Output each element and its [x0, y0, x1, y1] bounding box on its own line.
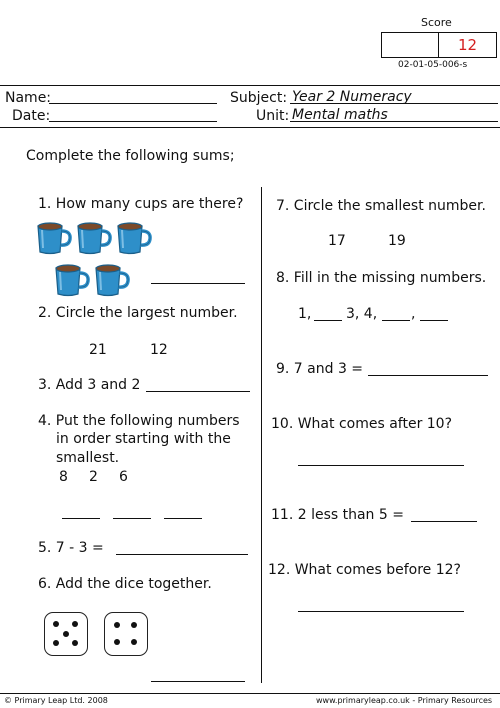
answer-line-8a[interactable]	[314, 320, 342, 321]
q8-seq-3: ,	[411, 306, 416, 322]
question-2: 2. Circle the largest number.	[38, 305, 238, 321]
q4-number: 2	[89, 469, 98, 485]
cup-icon	[114, 220, 154, 256]
question-3: 3. Add 3 and 2	[38, 377, 141, 393]
answer-line-4a[interactable]	[62, 518, 100, 519]
footer-website: www.primaryleap.co.uk - Primary Resources	[316, 696, 493, 705]
question-9: 9. 7 and 3 =	[276, 361, 364, 377]
cup-icon	[74, 220, 114, 256]
answer-line-8b[interactable]	[382, 320, 410, 321]
cup-icon	[52, 262, 92, 298]
subject-underline	[290, 103, 498, 104]
instruction-text: Complete the following sums;	[26, 148, 235, 164]
footer-copyright: © Primary Leap Ltd. 2008	[4, 696, 108, 705]
column-divider	[261, 187, 262, 683]
footer-rule	[0, 693, 500, 694]
subject-value: Year 2 Numeracy	[292, 89, 412, 105]
date-field[interactable]	[49, 121, 217, 122]
q4-number: 6	[119, 469, 128, 485]
q7-number-b[interactable]: 19	[388, 233, 406, 249]
question-4-line-2: in order starting with the	[56, 431, 231, 447]
question-4-line-3: smallest.	[56, 450, 120, 466]
question-4-line-1: 4. Put the following numbers	[38, 413, 240, 429]
q2-number-b[interactable]: 12	[150, 342, 168, 358]
unit-label: Unit:	[256, 108, 290, 124]
q8-seq-2: 3, 4,	[346, 306, 378, 322]
unit-underline	[290, 121, 498, 122]
question-5: 5. 7 - 3 =	[38, 540, 104, 556]
score-label: Score	[421, 16, 452, 29]
question-7: 7. Circle the smallest number.	[276, 198, 486, 214]
answer-line-8c[interactable]	[420, 320, 448, 321]
score-value: 12	[457, 36, 478, 54]
q7-number-a[interactable]: 17	[328, 233, 346, 249]
question-11: 11. 2 less than 5 =	[271, 507, 404, 523]
answer-line-3[interactable]	[146, 391, 250, 392]
unit-value: Mental maths	[292, 107, 388, 123]
answer-line-1[interactable]	[151, 283, 245, 284]
answer-line-5[interactable]	[116, 554, 248, 555]
question-12: 12. What comes before 12?	[268, 562, 461, 578]
answer-line-10[interactable]	[298, 465, 464, 466]
die-four-icon	[104, 612, 148, 656]
header-bottom-rule	[0, 127, 500, 128]
answer-line-12[interactable]	[298, 611, 464, 612]
answer-line-4c[interactable]	[164, 518, 202, 519]
q8-seq-1: 1,	[298, 306, 312, 322]
cup-icon	[34, 220, 74, 256]
cup-icon	[92, 262, 132, 298]
name-label: Name:	[5, 90, 52, 106]
q4-number: 8	[59, 469, 68, 485]
answer-line-4b[interactable]	[113, 518, 151, 519]
q2-number-a[interactable]: 21	[89, 342, 107, 358]
date-label: Date:	[12, 108, 51, 124]
question-10: 10. What comes after 10?	[271, 416, 453, 432]
subject-label: Subject:	[230, 90, 288, 106]
name-field[interactable]	[49, 103, 217, 104]
answer-line-11[interactable]	[411, 521, 477, 522]
answer-line-6[interactable]	[151, 681, 245, 682]
answer-line-9[interactable]	[368, 375, 488, 376]
worksheet-code: 02-01-05-006-s	[398, 60, 468, 70]
question-1: 1. How many cups are there?	[38, 196, 244, 212]
question-8: 8. Fill in the missing numbers.	[276, 270, 487, 286]
score-box	[381, 32, 497, 58]
question-6: 6. Add the dice together.	[38, 576, 212, 592]
header-top-rule	[0, 85, 500, 86]
die-five-icon	[44, 612, 88, 656]
